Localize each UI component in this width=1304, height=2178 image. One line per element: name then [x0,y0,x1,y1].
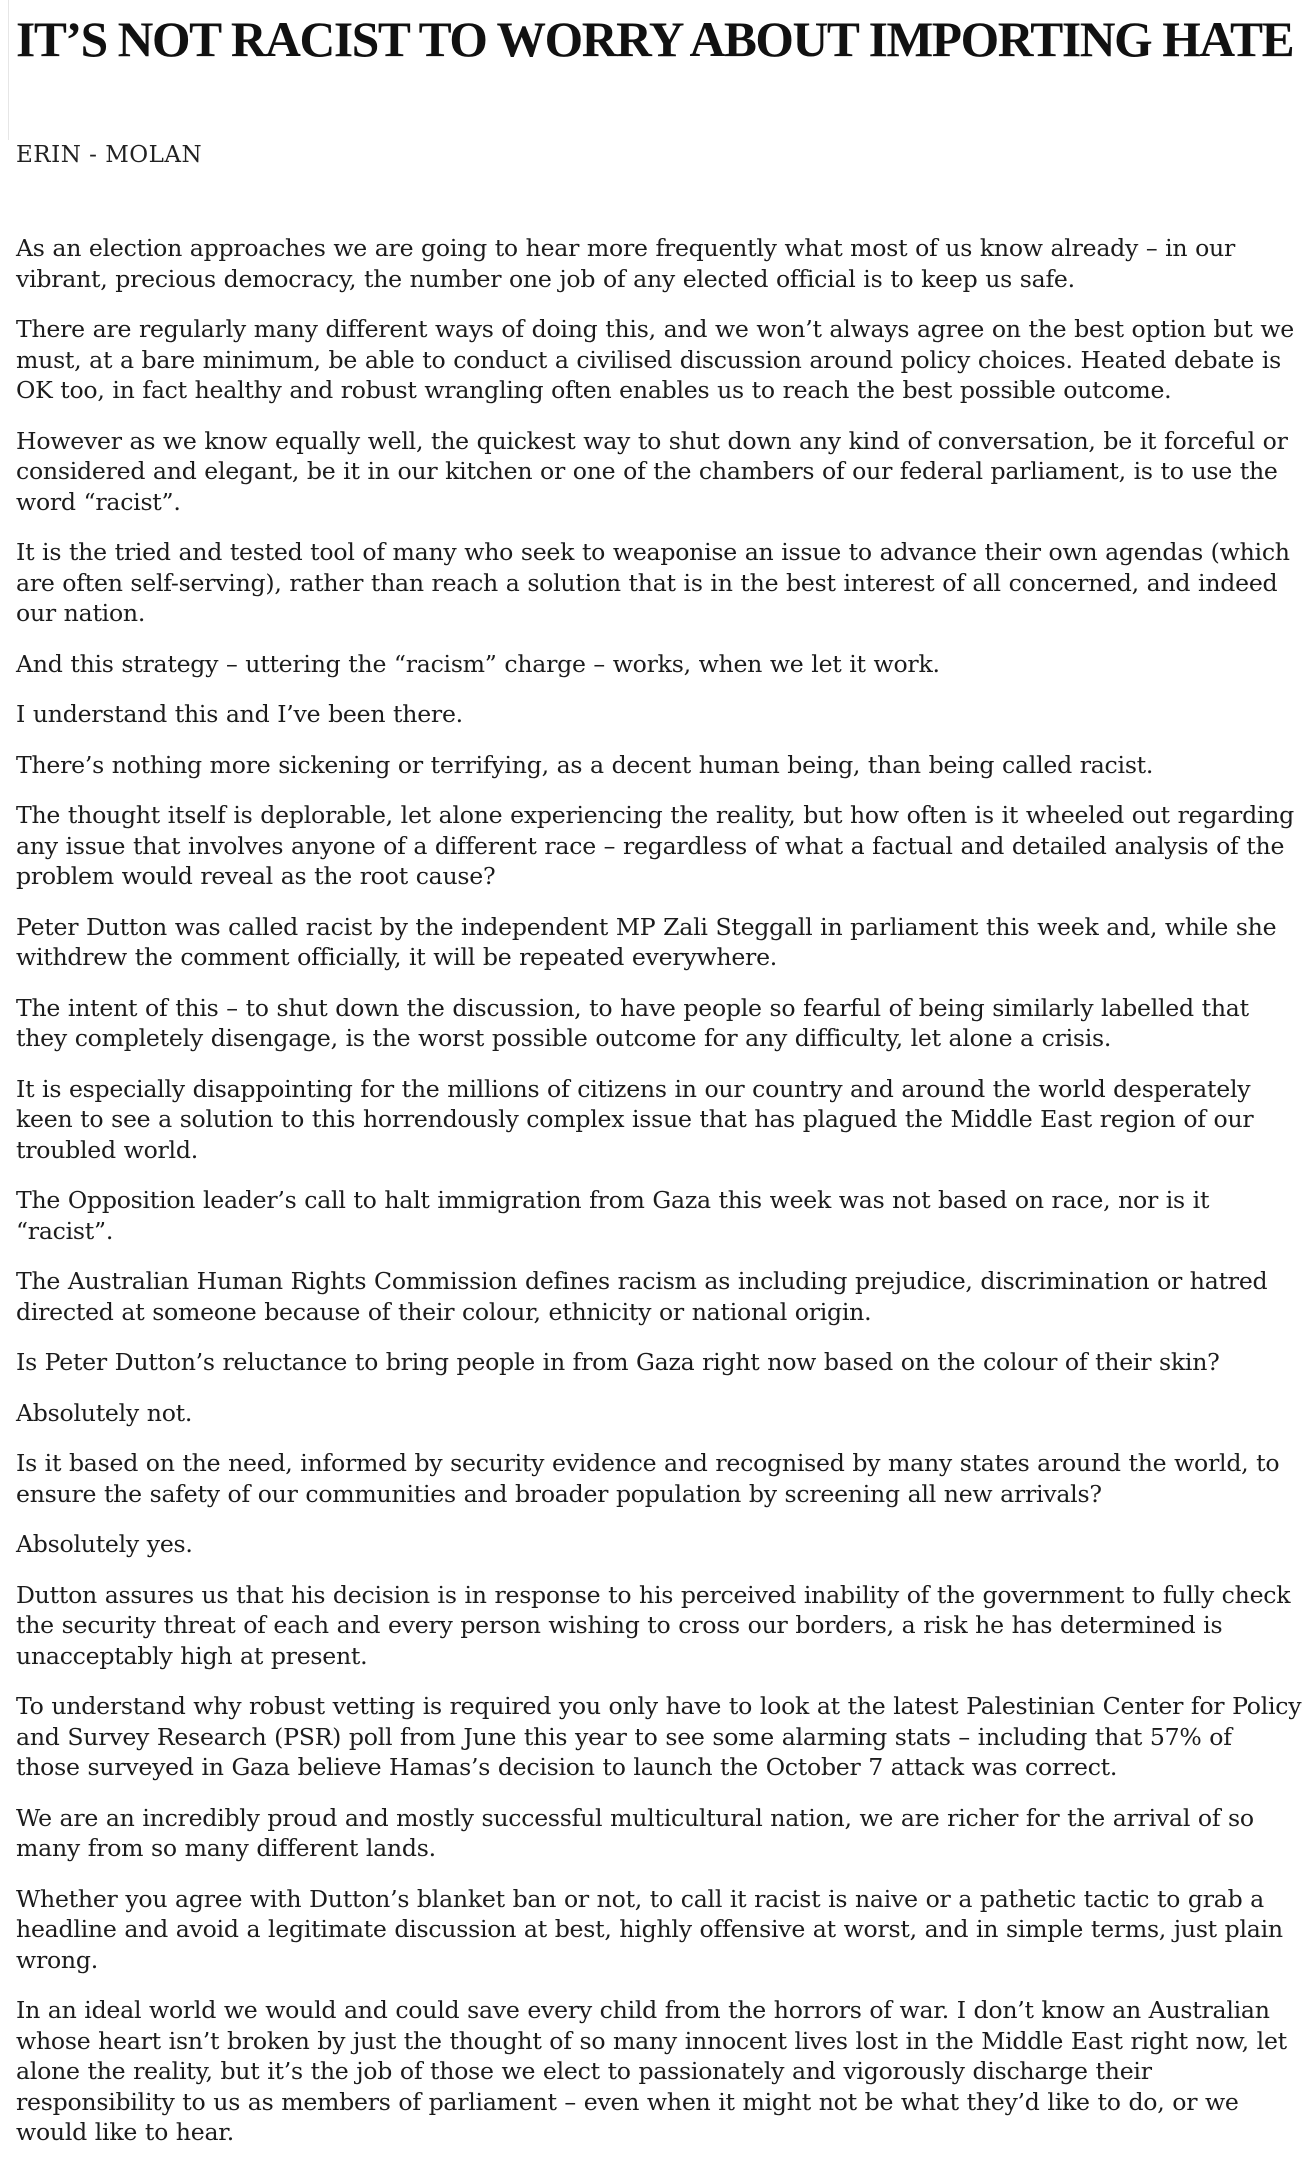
article-paragraph: Is it based on the need, informed by security evidence and recognised by many states around the world, to ensure the safety of our communities and broader population by screening all new arrivals? [16,1449,1280,1508]
article-body [16,233,1302,2148]
article-paragraph: And this strategy – uttering the “racism” charge – works, when we let it work. [16,649,940,678]
article-paragraph: The thought itself is deplorable, let alone experiencing the reality, but how often is it wheeled out regarding any issue that involves anyone of a different race – regardless of what a factual and detailed analysis of the problem would reveal as the root cause? [16,801,1295,890]
article-paragraph: There’s nothing more sickening or terrifying, as a decent human being, than being called racist. [16,750,1154,779]
article-paragraph: I understand this and I’ve been there. [16,700,463,728]
article-paragraph: Absolutely yes. [16,1530,193,1558]
article-paragraph: The intent of this – to shut down the discussion, to have people so fearful of being similarly labelled that they completely disengage, is the worst possible outcome for any difficulty, let alone a crisis. [16,993,1249,1052]
article-paragraph: However as we know equally well, the quickest way to shut down any kind of conversation, be it forceful or considered and elegant, be it in our kitchen or one of the chambers of our federal parliament, is to use the word “racist”. [16,426,1288,516]
article-paragraph: The Opposition leader’s call to halt immigration from Gaza this week was not based on race, nor is it “racist”. [16,1186,1210,1245]
article [16,0,1302,2168]
article-byline: ERIN - MOLAN [16,142,203,168]
article-paragraph: As an election approaches we are going to hear more frequently what most of us know already – in our vibrant, precious democracy, the number one job of any elected official is to keep us safe. [16,234,1236,293]
article-paragraph: It is the tried and tested tool of many who seek to weaponise an issue to advance their own agendas (which are often self-serving), rather than reach a solution that is in the best interest of all concerned, and indeed our nation. [16,538,1290,627]
article-paragraph: It is especially disappointing for the millions of citizens in our country and around the world desperately keen to see a solution to this horrendously complex issue that has plagued the Middle East region of our troubled world. [16,1074,1254,1164]
article-paragraph: To understand why robust vetting is required you only have to look at the latest Palestinian Center for Policy and Survey Research (PSR) poll from June this year to see some alarming stats – including that 57% of those surveyed in Gaza believe Hamas’s decision to launch the October 7 attack was correct. [16,1692,1302,1781]
article-paragraph: We are an incredibly proud and mostly successful multicultural nation, we are richer for the arrival of so many from so many different lands. [16,1803,1254,1862]
article-paragraph: Absolutely not. [16,1398,193,1427]
article-paragraph: Is Peter Dutton’s reluctance to bring people in from Gaza right now based on the colour of their skin? [16,1348,1220,1376]
page-edge-divider [8,0,9,140]
article-paragraph: Peter Dutton was called racist by the independent MP Zali Steggall in parliament this week and, while she withdrew the comment officially, it will be repeated everywhere. [16,912,1277,971]
article-paragraph: There are regularly many different ways of doing this, and we won’t always agree on the best option but we must, at a bare minimum, be able to conduct a civilised discussion around policy choices. Heated debate is OK too, in fact healthy and robust wrangling often enables us to reach the best possible outcome. [16,315,1294,404]
article-paragraph: In an ideal world we would and could save every child from the horrors of war. I don’t know an Australian whose heart isn’t broken by just the thought of so many innocent lives lost in the Middle East right now, let alone the reality, but it’s the job of those we elect to passionately and vigorously discharge their responsibility to us as members of parliament – even when it might not be what they’d like to do, or we would like to hear. [16,1996,1287,2146]
article-paragraph: Dutton assures us that his decision is in response to his perceived inability of the government to fully check the security threat of each and every person wishing to cross our borders, a risk he has determined is unacceptably high at present. [16,1580,1291,1670]
article-headline: IT’S NOT RACIST TO WORRY ABOUT IMPORTING HATE [16,12,1294,67]
article-paragraph: The Australian Human Rights Commission defines racism as including prejudice, discrimination or hatred directed at someone because of their colour, ethnicity or national origin. [16,1267,1268,1326]
article-paragraph: Whether you agree with Dutton’s blanket ban or not, to call it racist is naive or a pathetic tactic to grab a headline and avoid a legitimate discussion at best, highly offensive at worst, and in simple terms, just plain wrong. [16,1884,1283,1974]
